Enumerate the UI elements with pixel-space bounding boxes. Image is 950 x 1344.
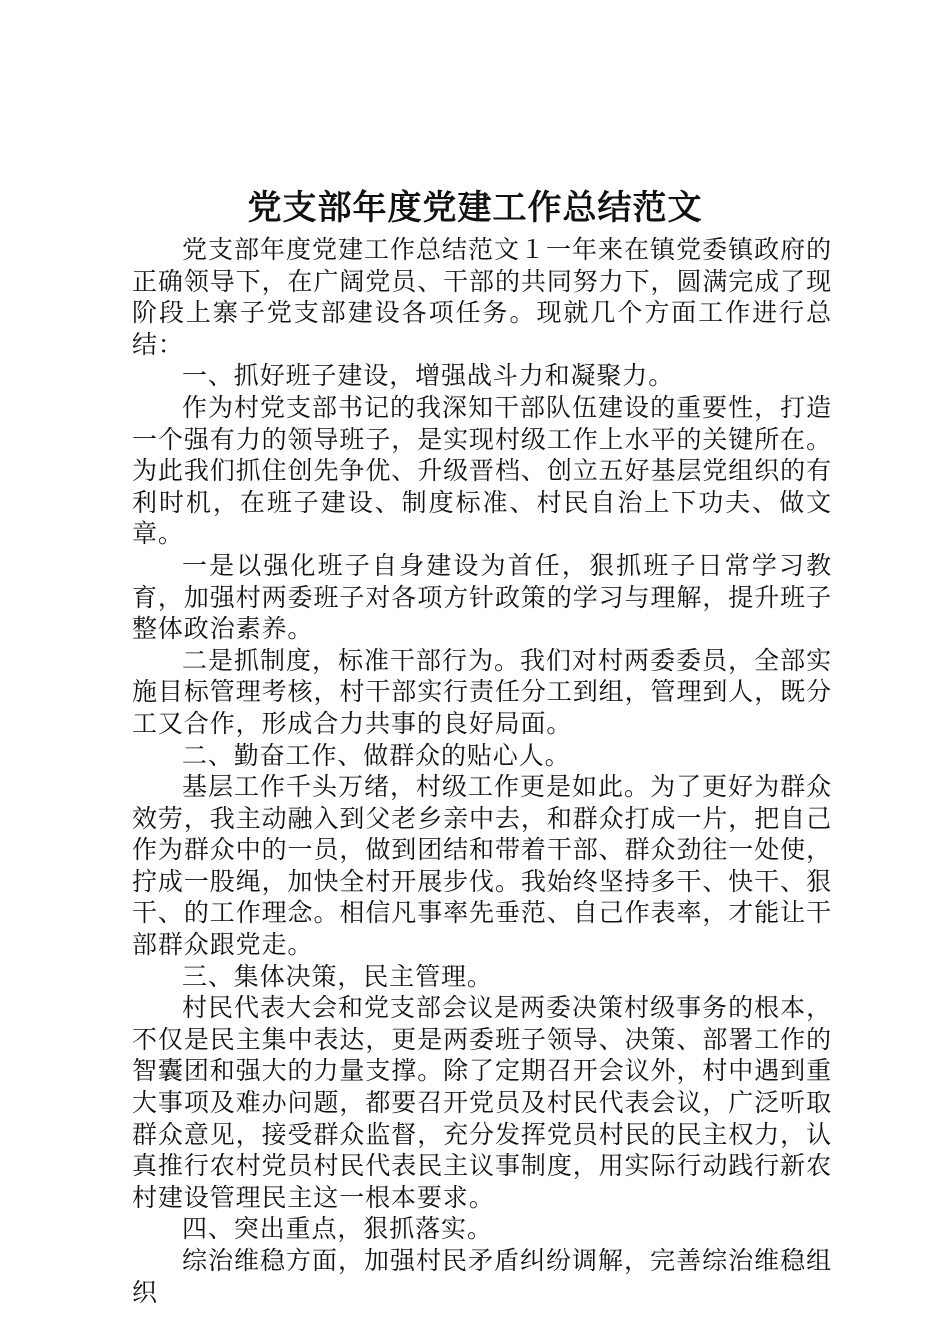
paragraph: 作为村党支部书记的我深知干部队伍建设的重要性，打造一个强有力的领导班子，是实现村级工作上水平的关键所在。为此我们抓住创先争优、升级晋档、创立五好基层党组织的有利时机，在班子建设、制度标准、村民自治上下功夫、做文章。 [132, 392, 832, 549]
paragraph-intro: 党支部年度党建工作总结范文１一年来在镇党委镇政府的正确领导下，在广阔党员、干部的共同努力下，圆满完成了现阶段上寨子党支部建设各项任务。现就几个方面工作进行总结： [132, 235, 832, 359]
document-title: 党支部年度党建工作总结范文 [247, 188, 703, 228]
section-heading-4: 四、突出重点，狠抓落实。 [182, 1214, 493, 1244]
paragraph: 综治维稳方面，加强村民矛盾纠纷调解，完善综治维稳组织 [132, 1246, 832, 1307]
paragraph: 村民代表大会和党支部会议是两委决策村级事务的根本，不仅是民主集中表达，更是两委班子领导、决策、部署工作的智囊团和强大的力量支撑。除了定期召开会议外，村中遇到重大事项及难办问题，都要召开党员及村民代表会议，广泛听取群众意见，接受群众监督，充分发挥党员村民的民主权力，认真推行农村党员村民代表民主议事制度，用实际行动践行新农村建设管理民主这一根本要求。 [132, 993, 832, 1212]
paragraph: 二是抓制度，标准干部行为。我们对村两委委员，全部实施目标管理考核，村干部实行责任分工到组，管理到人，既分工又合作，形成合力共事的良好局面。 [132, 645, 832, 738]
paragraph: 基层工作千头万绪，村级工作更是如此。为了更好为群众效劳，我主动融入到父老乡亲中去，和群众打成一片，把自己作为群众中的一员，做到团结和带着干部、群众劲往一处使，拧成一股绳，加快全村开展步伐。我始终坚持多干、快干、狠干、的工作理念。相信凡事率先垂范、自己作表率，才能让干部群众跟党走。 [132, 772, 832, 960]
section-heading-1: 一、抓好班子建设，增强战斗力和凝聚力。 [182, 361, 675, 391]
paragraph: 一是以强化班子自身建设为首任，狠抓班子日常学习教育，加强村两委班子对各项方针政策的学习与理解，提升班子整体政治素养。 [132, 550, 832, 644]
section-heading-3: 三、集体决策，民主管理。 [182, 961, 493, 991]
document-body [132, 234, 832, 1308]
section-heading-2: 二、勤奋工作、做群众的贴心人。 [182, 740, 571, 770]
